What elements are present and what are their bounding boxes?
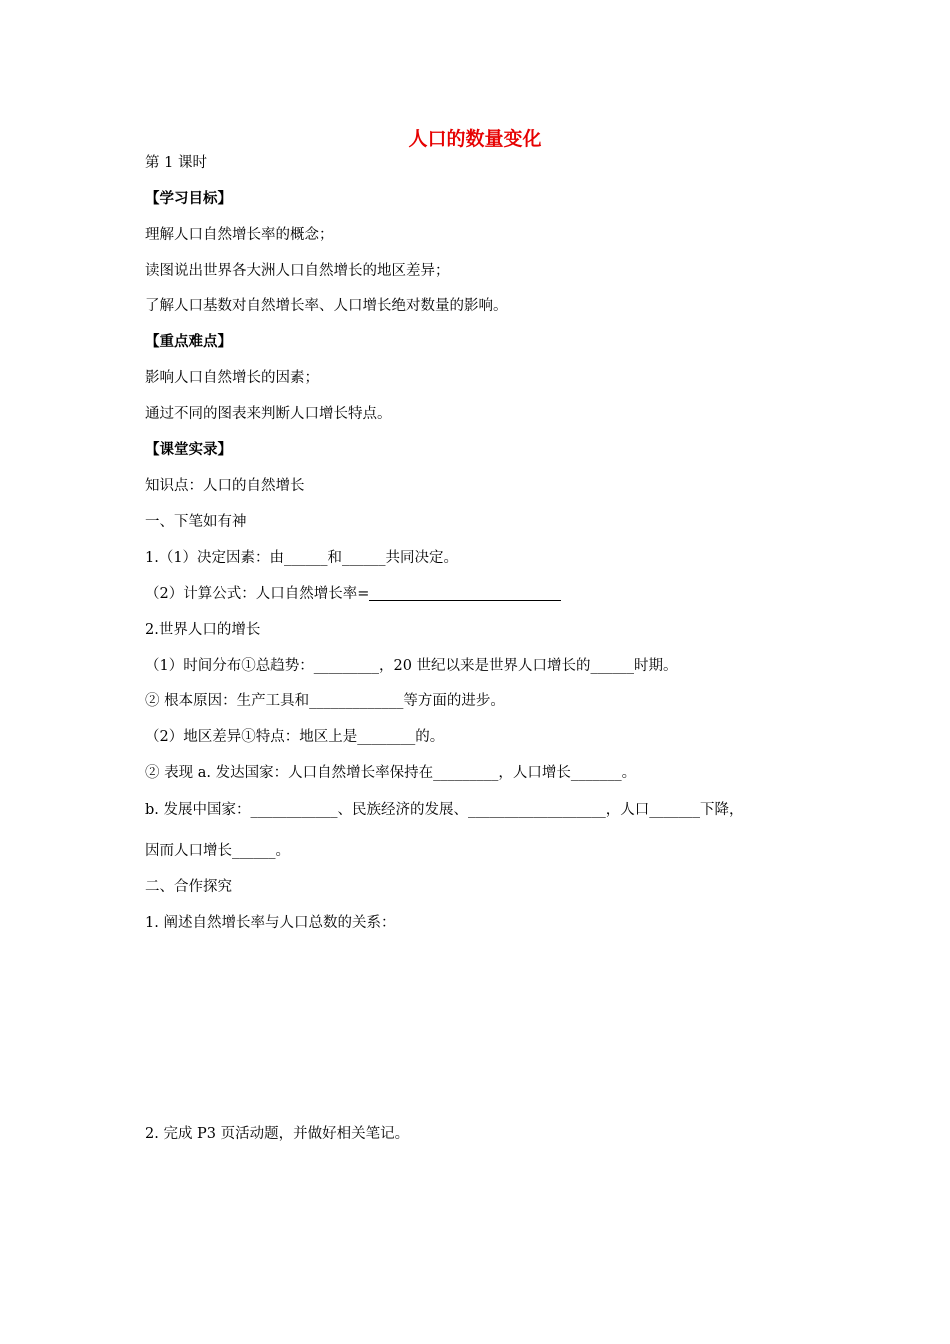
key-point-1: 影响人口自然增长的因素； xyxy=(145,370,319,386)
knowledge-point: 知识点：人口的自然增长 xyxy=(145,478,305,494)
q2-line-2: ② 根本原因：生产工具和_____________等方面的进步。 xyxy=(145,693,505,709)
objective-1: 理解人口自然增长率的概念； xyxy=(145,227,334,243)
q2-line-1: （1）时间分布①总趋势：_________，20 世纪以来是世界人口增长的______时期。 xyxy=(145,658,678,674)
objective-2: 读图说出世界各大洲人口自然增长的地区差异； xyxy=(145,263,450,279)
key-points-heading: 【重点难点】 xyxy=(145,334,232,350)
key-point-2: 通过不同的图表来判断人口增长特点。 xyxy=(145,406,392,422)
objective-3: 了解人口基数对自然增长率、人口增长绝对数量的影响。 xyxy=(145,298,508,314)
q2-title: 2.世界人口的增长 xyxy=(145,622,261,638)
q1-formula-label: （2）计算公式：人口自然增长率= xyxy=(145,586,370,602)
page-title: 人口的数量变化 xyxy=(408,128,542,150)
q2-line-3: （2）地区差异①特点：地区上是________的。 xyxy=(145,729,445,745)
explore-q2: 2. 完成 P3 页活动题，并做好相关笔记。 xyxy=(145,1126,410,1142)
q1-line-b xyxy=(145,584,561,604)
q2-line-5: b. 发展中国家：____________、民族经济的发展、___________________，人口_______下降， xyxy=(145,802,744,818)
class-record-heading: 【课堂实录】 xyxy=(145,442,232,458)
formula-blank[interactable] xyxy=(369,584,561,601)
q1-line-a: 1.（1）决定因素：由______和______共同决定。 xyxy=(145,550,459,566)
explore-q1: 1. 阐述自然增长率与人口总数的关系： xyxy=(145,915,396,931)
lesson-number: 第 1 课时 xyxy=(145,155,207,171)
part1-title: 一、下笔如有神 xyxy=(145,514,247,530)
q2-line-4: ② 表现 a. 发达国家：人口自然增长率保持在_________，人口增长_______。 xyxy=(145,765,637,781)
q2-line-6: 因而人口增长______。 xyxy=(145,843,290,859)
part2-title: 二、合作探究 xyxy=(145,879,232,895)
objectives-heading: 【学习目标】 xyxy=(145,191,232,207)
